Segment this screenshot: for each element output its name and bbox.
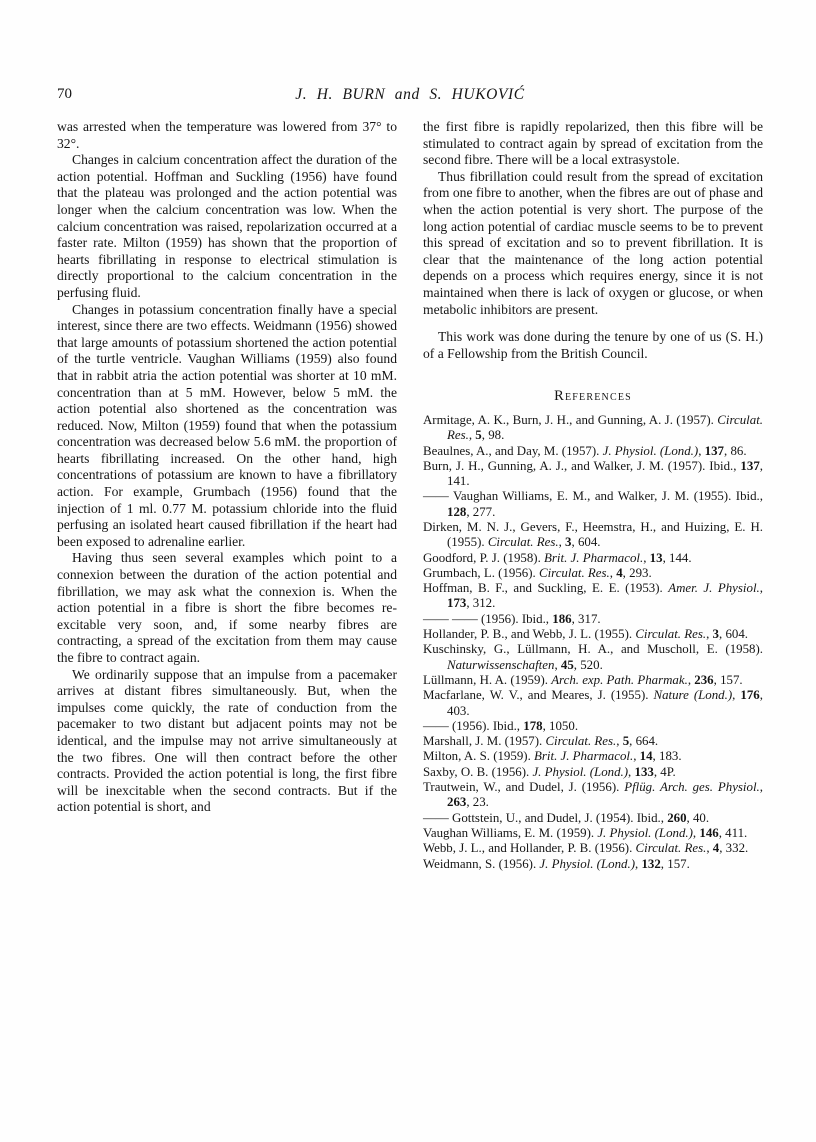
text-columns	[57, 119, 763, 872]
reference-entry: Beaulnes, A., and Day, M. (1957). J. Physiol. (Lond.), 137, 86.	[423, 443, 747, 458]
paragraph: Changes in calcium concentration affect the duration of the action potential. Hoffman and Suckling (1956) have found that the plateau was prolonged and the action potential was longer when the calcium concentration was low. When the calcium concentration was raised, repolarization occurred at a faster rate. Milton (1959) has shown that the proportion of hearts fibrillating in response to electrical stimulation is directly proportional to the calcium concentration in the perfusing fluid.	[57, 152, 397, 300]
reference-entry: Grumbach, L. (1956). Circulat. Res., 4, 293.	[423, 565, 652, 580]
reference-entry: —— Gottstein, U., and Dudel, J. (1954). Ibid., 260, 40.	[423, 810, 710, 825]
references-heading: References	[554, 388, 632, 405]
paragraph: We ordinarily suppose that an impulse from a pacemaker arrives at distant fibres simultaneously. But, when the impulses come quickly, the rate of conduction from the pacemaker to two distant but adjacent points may not be identical, and the impulse may not arrive simultaneously at the two fibres. One will then contract before the other contracts. Provided the action potential is long, the first fibre will be inexcitable when the second contracts. But if the action potential is short, and	[57, 666, 397, 815]
paragraph: Changes in potassium concentration finally have a special interest, since there are two effects. Weidmann (1956) showed that large amounts of potassium shortened the action potential of the turtle ventricle. Vaughan Williams (1959) also found that in rabbit atria the action potential was shorter at 10 mM. concentration than at 5 mM. However, below 5 mM. the action potential also shortened as the concentration was reduced. Now, Milton (1959) found that when the potassium concentration was decreased below 5.6 mM. the proportion of hearts fibrillating increased. On the other hand, high concentrations of potassium are known to have a fibrillatory action. For example, Grumbach (1956) found that the injection of 1 ml. 0.77 M. potassium chloride into the fluid perfusing an isolated heart caused fibrillation if the heart had been exposed to adrenaline earlier.	[57, 301, 397, 549]
reference-entry: Webb, J. L., and Hollander, P. B. (1956). Circulat. Res., 4, 332.	[423, 841, 749, 856]
right-column-text	[423, 119, 763, 362]
reference-entry: —— Vaughan Williams, E. M., and Walker, J. M. (1955). Ibid., 128, 277.	[423, 489, 763, 519]
left-column	[57, 119, 397, 872]
paragraph: This work was done during the tenure by one of us (S. H.) of a Fellowship from the British Council.	[423, 329, 763, 361]
reference-entry: Weidmann, S. (1956). J. Physiol. (Lond.), 132, 157.	[423, 856, 690, 871]
reference-entry: Armitage, A. K., Burn, J. H., and Gunning, A. J. (1957). Circulat. Res., 5, 98.	[423, 412, 763, 443]
page-header	[57, 86, 763, 104]
reference-list	[423, 413, 763, 872]
paragraph: Thus fibrillation could result from the spread of excitation from one fibre to another, when the fibres are out of phase and when the action potential is very short. The purpose of the long action potential of cardiac muscle seems to be to prevent this spread of excitation and so to prevent fibrillation. It is clear that the maintenance of the long action potential depends on a process which requires energy, since it is not maintained when there is lack of oxygen or glucose, or when metabolic inhibitors are present.	[423, 168, 763, 317]
reference-entry: Burn, J. H., Gunning, A. J., and Walker, J. M. (1957). Ibid., 137, 141.	[423, 458, 763, 489]
running-title: J. H. BURN and S. HUKOVIĆ	[295, 86, 525, 103]
paragraph: Having thus seen several examples which point to a connexion between the duration of the action potential and fibrillation, we may ask what the connexion is. When the action potential in a fibre is short the fibre becomes re-excitable very soon, and, if some nearby fibres are contracting, a spread of the excitation from them may cause the fibre to contract again.	[57, 550, 397, 665]
paragraph: was arrested when the temperature was lowered from 37° to 32°.	[57, 119, 397, 151]
reference-entry: Goodford, P. J. (1958). Brit. J. Pharmacol., 13, 144.	[423, 550, 692, 565]
reference-entry: Marshall, J. M. (1957). Circulat. Res., 5, 664.	[423, 734, 659, 749]
paragraph: the first fibre is rapidly repolarized, then this fibre will be stimulated to contract again by spread of excitation from the second fibre. There will be a local extrasystole.	[423, 119, 763, 168]
reference-entry: Macfarlane, W. V., and Meares, J. (1955). Nature (Lond.), 176, 403.	[423, 688, 763, 718]
reference-entry: Milton, A. S. (1959). Brit. J. Pharmacol., 14, 183.	[423, 749, 682, 764]
reference-entry: —— —— (1956). Ibid., 186, 317.	[423, 611, 601, 626]
reference-entry: Hoffman, B. F., and Suckling, E. E. (1953). Amer. J. Physiol., 173, 312.	[423, 581, 763, 611]
reference-entry: Lüllmann, H. A. (1959). Arch. exp. Path. Pharmak., 236, 157.	[423, 672, 743, 687]
reference-entry: —— (1956). Ibid., 178, 1050.	[423, 718, 579, 733]
reference-entry: Kuschinsky, G., Lüllmann, H. A., and Muscholl, E. (1958). Naturwissenschaften, 45, 520.	[423, 642, 763, 672]
reference-entry: Trautwein, W., and Dudel, J. (1956). Pflüg. Arch. ges. Physiol., 263, 23.	[423, 780, 763, 810]
reference-entry: Dirken, M. N. J., Gevers, F., Heemstra, H., and Huizing, E. H. (1955). Circulat. Res., 3, 604.	[423, 519, 763, 550]
reference-entry: Vaughan Williams, E. M. (1959). J. Physiol. (Lond.), 146, 411.	[423, 825, 748, 840]
reference-entry: Saxby, O. B. (1956). J. Physiol. (Lond.), 133, 4P.	[423, 764, 676, 779]
right-column	[423, 119, 763, 872]
reference-entry: Hollander, P. B., and Webb, J. L. (1955). Circulat. Res., 3, 604.	[423, 627, 749, 642]
page-number: 70	[57, 86, 72, 102]
